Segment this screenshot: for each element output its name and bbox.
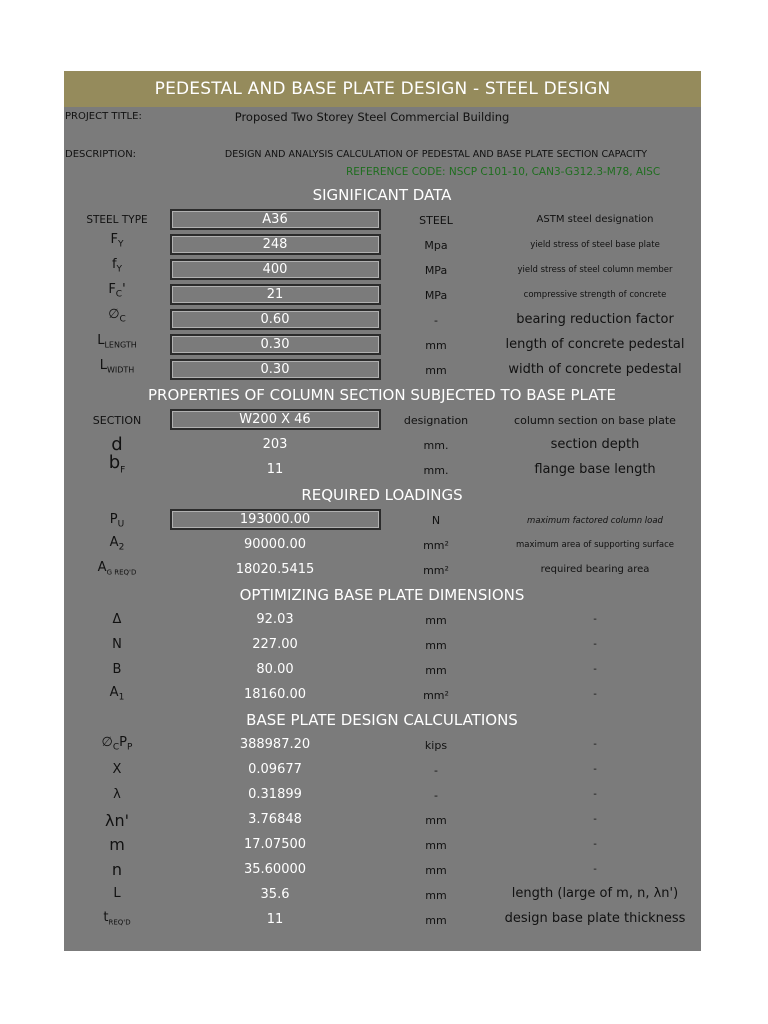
symbol-l: L — [113, 886, 121, 901]
unit-delta: mm — [425, 614, 447, 627]
value-pu[interactable]: 193000.00 — [239, 512, 311, 527]
desc-a2: maximum area of supporting surface — [516, 540, 674, 550]
unit-n-cap: mm — [425, 639, 447, 652]
symbol-a2: $A_2$ — [109, 535, 125, 553]
unit-length: mm — [425, 339, 447, 352]
desc-ag-reqd: required bearing area — [540, 564, 650, 575]
value-lambda: 0.31899 — [248, 787, 302, 802]
desc-m: - — [593, 839, 597, 850]
symbol-fy-column: $f_Y$ — [111, 257, 123, 275]
value-fy[interactable]: 248 — [262, 237, 288, 252]
desc-pu: maximum factored column load — [527, 516, 663, 526]
symbol-x: X — [112, 762, 122, 777]
desc-phi-c: bearing reduction factor — [516, 312, 674, 327]
unit-b: mm — [425, 664, 447, 677]
unit-ag-reqd: mm² — [423, 564, 449, 577]
symbol-phi-c: $\emptyset_C$ — [108, 307, 126, 325]
symbol-pu: $P_U$ — [109, 512, 125, 530]
unit-width: mm — [425, 364, 447, 377]
unit-a2: mm² — [423, 539, 449, 552]
symbol-steel-type: STEEL TYPE — [86, 214, 148, 226]
desc-lambda: - — [593, 789, 597, 800]
value-lambda-n: 3.76848 — [248, 812, 302, 827]
desc-d: section depth — [550, 437, 640, 452]
symbol-section: SECTION — [92, 414, 142, 427]
symbol-t-reqd: $t_{REQ'D}$ — [103, 910, 131, 927]
symbol-width: $L_{WIDTH}$ — [99, 358, 135, 375]
unit-d: mm. — [423, 439, 449, 452]
value-a2: 90000.00 — [243, 537, 307, 552]
symbol-ag-reqd: $A_{G REQ'D}$ — [97, 560, 137, 577]
value-a1: 18160.00 — [243, 687, 307, 702]
symbol-lambda: λ — [113, 787, 121, 802]
desc-a1: - — [593, 689, 597, 700]
description-label: DESCRIPTION: — [65, 149, 137, 160]
value-fc[interactable]: 21 — [266, 287, 284, 302]
value-delta: 92.03 — [256, 612, 294, 627]
symbol-fc: $F_C'$ — [108, 282, 126, 300]
desc-t-reqd: design base plate thickness — [504, 911, 686, 926]
value-m: 17.07500 — [243, 837, 307, 852]
unit-fy-column: MPa — [424, 264, 448, 277]
design-sheet — [64, 71, 701, 951]
value-b: 80.00 — [256, 662, 294, 677]
symbol-bf: $b_F$ — [108, 452, 126, 476]
desc-bf: flange base length — [534, 462, 656, 477]
value-phi-pp: 388987.20 — [239, 737, 311, 752]
symbol-m: m — [109, 835, 125, 854]
project-title-value: Proposed Two Storey Steel Commercial Building — [234, 110, 510, 124]
unit-t-reqd: mm — [425, 914, 447, 927]
unit-l: mm — [425, 889, 447, 902]
value-l: 35.6 — [260, 887, 290, 902]
unit-lambda: - — [434, 789, 438, 802]
unit-fy: Mpa — [424, 239, 448, 252]
desc-length: length of concrete pedestal — [505, 337, 685, 352]
unit-phi-c: - — [434, 314, 438, 327]
section-calculations: BASE PLATE DESIGN CALCULATIONS — [246, 711, 518, 729]
unit-phi-pp: kips — [424, 739, 448, 752]
section-optimizing: OPTIMIZING BASE PLATE DIMENSIONS — [239, 586, 525, 604]
desc-lambda-n: - — [593, 814, 597, 825]
symbol-d: d — [111, 434, 123, 455]
symbol-n: n — [111, 860, 123, 879]
desc-x: - — [593, 764, 597, 775]
sheet-title: PEDESTAL AND BASE PLATE DESIGN - STEEL DESIGN — [64, 71, 701, 107]
section-significant-data: SIGNIFICANT DATA — [312, 186, 452, 204]
desc-b: - — [593, 664, 597, 675]
description-value: DESIGN AND ANALYSIS CALCULATION OF PEDESTAL AND BASE PLATE SECTION CAPACITY — [224, 149, 648, 160]
value-bf: 11 — [266, 462, 284, 477]
desc-delta: - — [593, 614, 597, 625]
value-n: 35.60000 — [243, 862, 307, 877]
value-t-reqd: 11 — [266, 912, 284, 927]
symbol-lambda-n: λn' — [104, 811, 130, 830]
value-length[interactable]: 0.30 — [260, 337, 290, 352]
unit-steel-type: STEEL — [419, 214, 453, 227]
symbol-fy: $F_Y$ — [110, 232, 124, 250]
desc-width: width of concrete pedestal — [508, 362, 682, 377]
desc-phi-pp: - — [593, 739, 597, 750]
section-properties: PROPERTIES OF COLUMN SECTION SUBJECTED TO BASE PLATE — [147, 386, 617, 404]
desc-steel-type: ASTM steel designation — [536, 214, 654, 225]
symbol-b: B — [112, 662, 122, 677]
unit-section: designation — [403, 414, 469, 427]
symbol-a1: $A_1$ — [109, 685, 125, 703]
value-n-cap: 227.00 — [252, 637, 298, 652]
reference-code: REFERENCE CODE: NSCP C101-10, CAN3-G312.3-M78, AISC — [346, 166, 661, 178]
value-ag-reqd: 18020.5415 — [235, 562, 315, 577]
symbol-phi-pp: $\emptyset_CP_P$ — [101, 735, 133, 753]
unit-pu: N — [431, 514, 441, 527]
unit-fc: MPa — [424, 289, 448, 302]
value-fy-column[interactable]: 400 — [262, 262, 288, 277]
value-steel-type[interactable]: A36 — [262, 212, 288, 227]
value-section[interactable]: W200 X 46 — [239, 412, 311, 427]
unit-bf: mm. — [423, 464, 449, 477]
desc-n: - — [593, 864, 597, 875]
unit-lambda-n: mm — [425, 814, 447, 827]
unit-a1: mm² — [423, 689, 449, 702]
value-width[interactable]: 0.30 — [260, 362, 290, 377]
unit-x: - — [434, 764, 438, 777]
symbol-delta: Δ — [112, 612, 122, 627]
value-d: 203 — [262, 437, 288, 452]
unit-n: mm — [425, 864, 447, 877]
symbol-length: $L_{LENGTH}$ — [97, 333, 137, 350]
desc-fc: compressive strength of concrete — [523, 290, 667, 300]
desc-fy-column: yield stress of steel column member — [517, 265, 673, 275]
desc-l: length (large of m, n, λn') — [511, 886, 679, 901]
value-x: 0.09677 — [248, 762, 302, 777]
unit-m: mm — [425, 839, 447, 852]
section-required-loadings: REQUIRED LOADINGS — [301, 486, 463, 504]
desc-section: column section on base plate — [514, 414, 676, 427]
project-title-label: PROJECT TITLE: — [65, 111, 142, 122]
desc-n-cap: - — [593, 639, 597, 650]
desc-fy: yield stress of steel base plate — [530, 240, 660, 250]
symbol-n-cap: N — [112, 637, 122, 652]
value-phi-c[interactable]: 0.60 — [260, 312, 290, 327]
